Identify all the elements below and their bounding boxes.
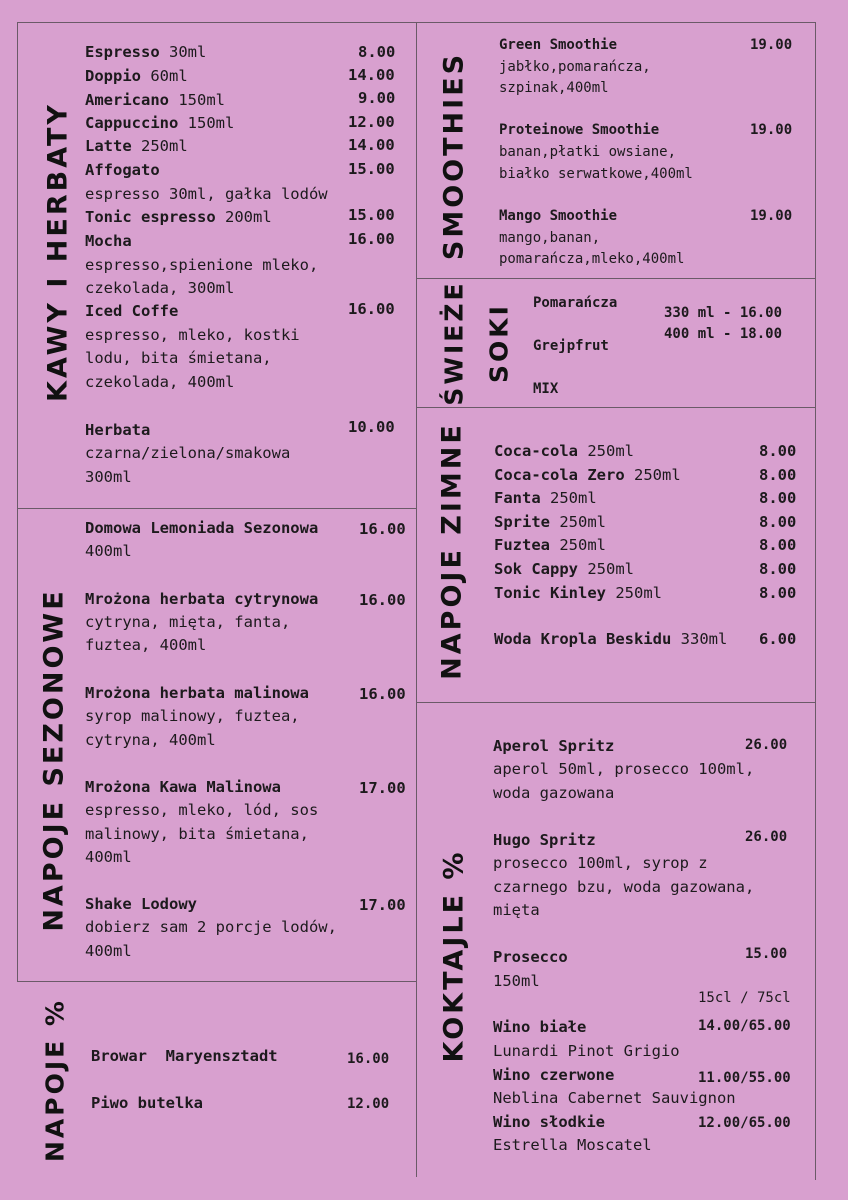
divider-sezonowe-alk xyxy=(17,981,416,982)
item-desc: malinowy, bita śmietana, xyxy=(85,825,309,843)
wine-price: 14.00/65.00 xyxy=(698,1018,791,1034)
item-name: Shake Lodowy xyxy=(85,895,197,913)
item-desc: woda gazowana xyxy=(493,784,615,802)
section-title-napoje-alk: NAPOJE % xyxy=(40,998,70,1162)
juice-item: MIX xyxy=(533,381,559,397)
item-price: 12.00 xyxy=(348,113,395,131)
section-title-zimne: NAPOJE ZIMNE xyxy=(436,422,468,680)
item-name: Green Smoothie xyxy=(499,37,618,53)
item-name: Americano 150ml xyxy=(85,91,226,109)
item-price: 26.00 xyxy=(745,737,788,753)
item-name: Tonic espresso 200ml xyxy=(85,208,272,226)
item-desc: espresso 30ml, gałka lodów xyxy=(85,185,328,203)
section-title-soki-line2: SOKI xyxy=(484,303,514,383)
item-price: 16.00 xyxy=(348,230,395,248)
item-name: Fuztea 250ml xyxy=(494,536,607,554)
item-price: 8.00 xyxy=(759,513,797,531)
wine-price: 11.00/55.00 xyxy=(698,1070,791,1086)
border-right xyxy=(815,22,816,1180)
item-name: Piwo butelka xyxy=(91,1094,203,1112)
item-price: 8.00 xyxy=(759,489,797,507)
juice-item: Pomarańcza xyxy=(533,295,618,311)
item-price: 12.00 xyxy=(347,1096,390,1112)
item-desc: jabłko,pomarańcza, xyxy=(499,59,651,75)
item-desc: dobierz sam 2 porcje lodów, xyxy=(85,918,337,936)
section-title-smoothies: SMOOTHIES xyxy=(438,51,470,261)
item-name: Aperol Spritz xyxy=(493,737,615,755)
item-price: 16.00 xyxy=(347,1051,390,1067)
divider-soki-zimne xyxy=(416,407,815,408)
item-name: Fanta 250ml xyxy=(494,489,597,507)
wine-price: 12.00/65.00 xyxy=(698,1115,791,1131)
item-price: 17.00 xyxy=(359,896,406,914)
item-desc: cytryna, 400ml xyxy=(85,731,216,749)
item-price: 14.00 xyxy=(348,66,395,84)
item-price: 8.00 xyxy=(759,560,797,578)
divider-kawy-sezonowe xyxy=(17,508,416,509)
item-price: 26.00 xyxy=(745,829,788,845)
item-desc: białko serwatkowe,400ml xyxy=(499,166,693,182)
item-name: Mrożona Kawa Malinowa xyxy=(85,778,281,796)
juice-item: Grejpfrut xyxy=(533,338,609,354)
item-price: 15.00 xyxy=(348,160,395,178)
border-left xyxy=(17,22,18,982)
item-desc: 400ml xyxy=(85,942,132,960)
item-name: Woda Kropla Beskidu 330ml xyxy=(494,630,728,648)
juice-price: 330 ml - 16.00 xyxy=(664,305,783,321)
item-desc: fuztea, 400ml xyxy=(85,636,207,654)
item-name: Cappuccino 150ml xyxy=(85,114,235,132)
item-name: Proteinowe Smoothie xyxy=(499,122,660,138)
item-name: Iced Coffe xyxy=(85,302,179,320)
item-name: Coca-cola Zero 250ml xyxy=(494,466,681,484)
item-desc: mango,banan, xyxy=(499,230,601,246)
item-price: 16.00 xyxy=(359,685,406,703)
item-price: 8.00 xyxy=(759,466,797,484)
wine-desc: Neblina Cabernet Sauvignon xyxy=(493,1089,736,1107)
item-desc: czekolada, 300ml xyxy=(85,279,235,297)
item-name: Hugo Spritz xyxy=(493,831,596,849)
item-price: 10.00 xyxy=(348,418,395,436)
item-desc: 400ml xyxy=(85,848,132,866)
item-desc: czarnego bzu, woda gazowana, xyxy=(493,878,755,896)
item-desc: aperol 50ml, prosecco 100ml, xyxy=(493,760,755,778)
section-title-soki-line1: ŚWIEŻE xyxy=(439,280,469,406)
item-desc: syrop malinowy, fuztea, xyxy=(85,707,300,725)
item-name: Domowa Lemoniada Sezonowa xyxy=(85,519,319,537)
item-price: 19.00 xyxy=(750,208,793,224)
item-price: 15.00 xyxy=(348,206,395,224)
item-price: 19.00 xyxy=(750,37,793,53)
item-desc: czekolada, 400ml xyxy=(85,373,235,391)
item-name: Herbata xyxy=(85,421,151,439)
item-desc: espresso,spienione mleko, xyxy=(85,256,319,274)
border-middle xyxy=(416,22,417,1177)
item-price: 8.00 xyxy=(759,536,797,554)
item-price: 16.00 xyxy=(348,300,395,318)
item-name: Mocha xyxy=(85,232,132,250)
item-price: 8.00 xyxy=(358,43,396,61)
border-top xyxy=(17,22,815,23)
item-price: 8.00 xyxy=(759,442,797,460)
divider-smoothies-soki xyxy=(416,278,815,279)
divider-zimne-koktajle xyxy=(416,702,815,703)
item-desc: espresso, mleko, kostki xyxy=(85,326,300,344)
item-name: Tonic Kinley 250ml xyxy=(494,584,662,602)
item-desc: prosecco 100ml, syrop z xyxy=(493,854,708,872)
item-name: Sok Cappy 250ml xyxy=(494,560,635,578)
item-price: 16.00 xyxy=(359,591,406,609)
item-name: Prosecco xyxy=(493,948,568,966)
item-price: 15.00 xyxy=(745,946,788,962)
item-desc: szpinak,400ml xyxy=(499,80,609,96)
juice-price: 400 ml - 18.00 xyxy=(664,326,783,342)
item-name: Affogato xyxy=(85,161,160,179)
item-name: Coca-cola 250ml xyxy=(494,442,635,460)
item-name: Sprite 250ml xyxy=(494,513,607,531)
item-desc: banan,płatki owsiane, xyxy=(499,144,677,160)
item-name: Mrożona herbata cytrynowa xyxy=(85,590,319,608)
item-price: 8.00 xyxy=(759,584,797,602)
item-desc: espresso, mleko, lód, sos xyxy=(85,801,319,819)
item-desc: 300ml xyxy=(85,468,132,486)
item-name: Mango Smoothie xyxy=(499,208,618,224)
item-name: Browar Maryensztadt xyxy=(91,1047,278,1065)
item-name: Espresso 30ml xyxy=(85,43,207,61)
item-desc: czarna/zielona/smakowa xyxy=(85,444,291,462)
section-title-koktajle: KOKTAJLE % xyxy=(438,849,470,1063)
item-desc: lodu, bita śmietana, xyxy=(85,349,272,367)
item-price: 6.00 xyxy=(759,630,797,648)
wine-desc: Lunardi Pinot Grigio xyxy=(493,1042,680,1060)
section-title-kawy: KAWY I HERBATY xyxy=(42,102,74,402)
item-price: 16.00 xyxy=(359,520,406,538)
section-title-sezonowe: NAPOJE SEZONOWE xyxy=(38,588,70,932)
item-desc: cytryna, mięta, fanta, xyxy=(85,613,291,631)
item-price: 19.00 xyxy=(750,122,793,138)
wine-name: Wino słodkie xyxy=(493,1113,605,1131)
wine-desc: Estrella Moscatel xyxy=(493,1136,652,1154)
item-price: 14.00 xyxy=(348,136,395,154)
item-desc: pomarańcza,mleko,400ml xyxy=(499,251,685,267)
item-price: 17.00 xyxy=(359,779,406,797)
item-price: 9.00 xyxy=(358,89,396,107)
wine-price-header: 15cl / 75cl xyxy=(698,990,791,1006)
item-desc: 150ml xyxy=(493,972,540,990)
wine-name: Wino białe xyxy=(493,1018,587,1036)
item-desc: mięta xyxy=(493,901,540,919)
item-desc: 400ml xyxy=(85,542,132,560)
wine-name: Wino czerwone xyxy=(493,1066,615,1084)
item-name: Latte 250ml xyxy=(85,137,188,155)
item-name: Mrożona herbata malinowa xyxy=(85,684,309,702)
item-name: Doppio 60ml xyxy=(85,67,188,85)
